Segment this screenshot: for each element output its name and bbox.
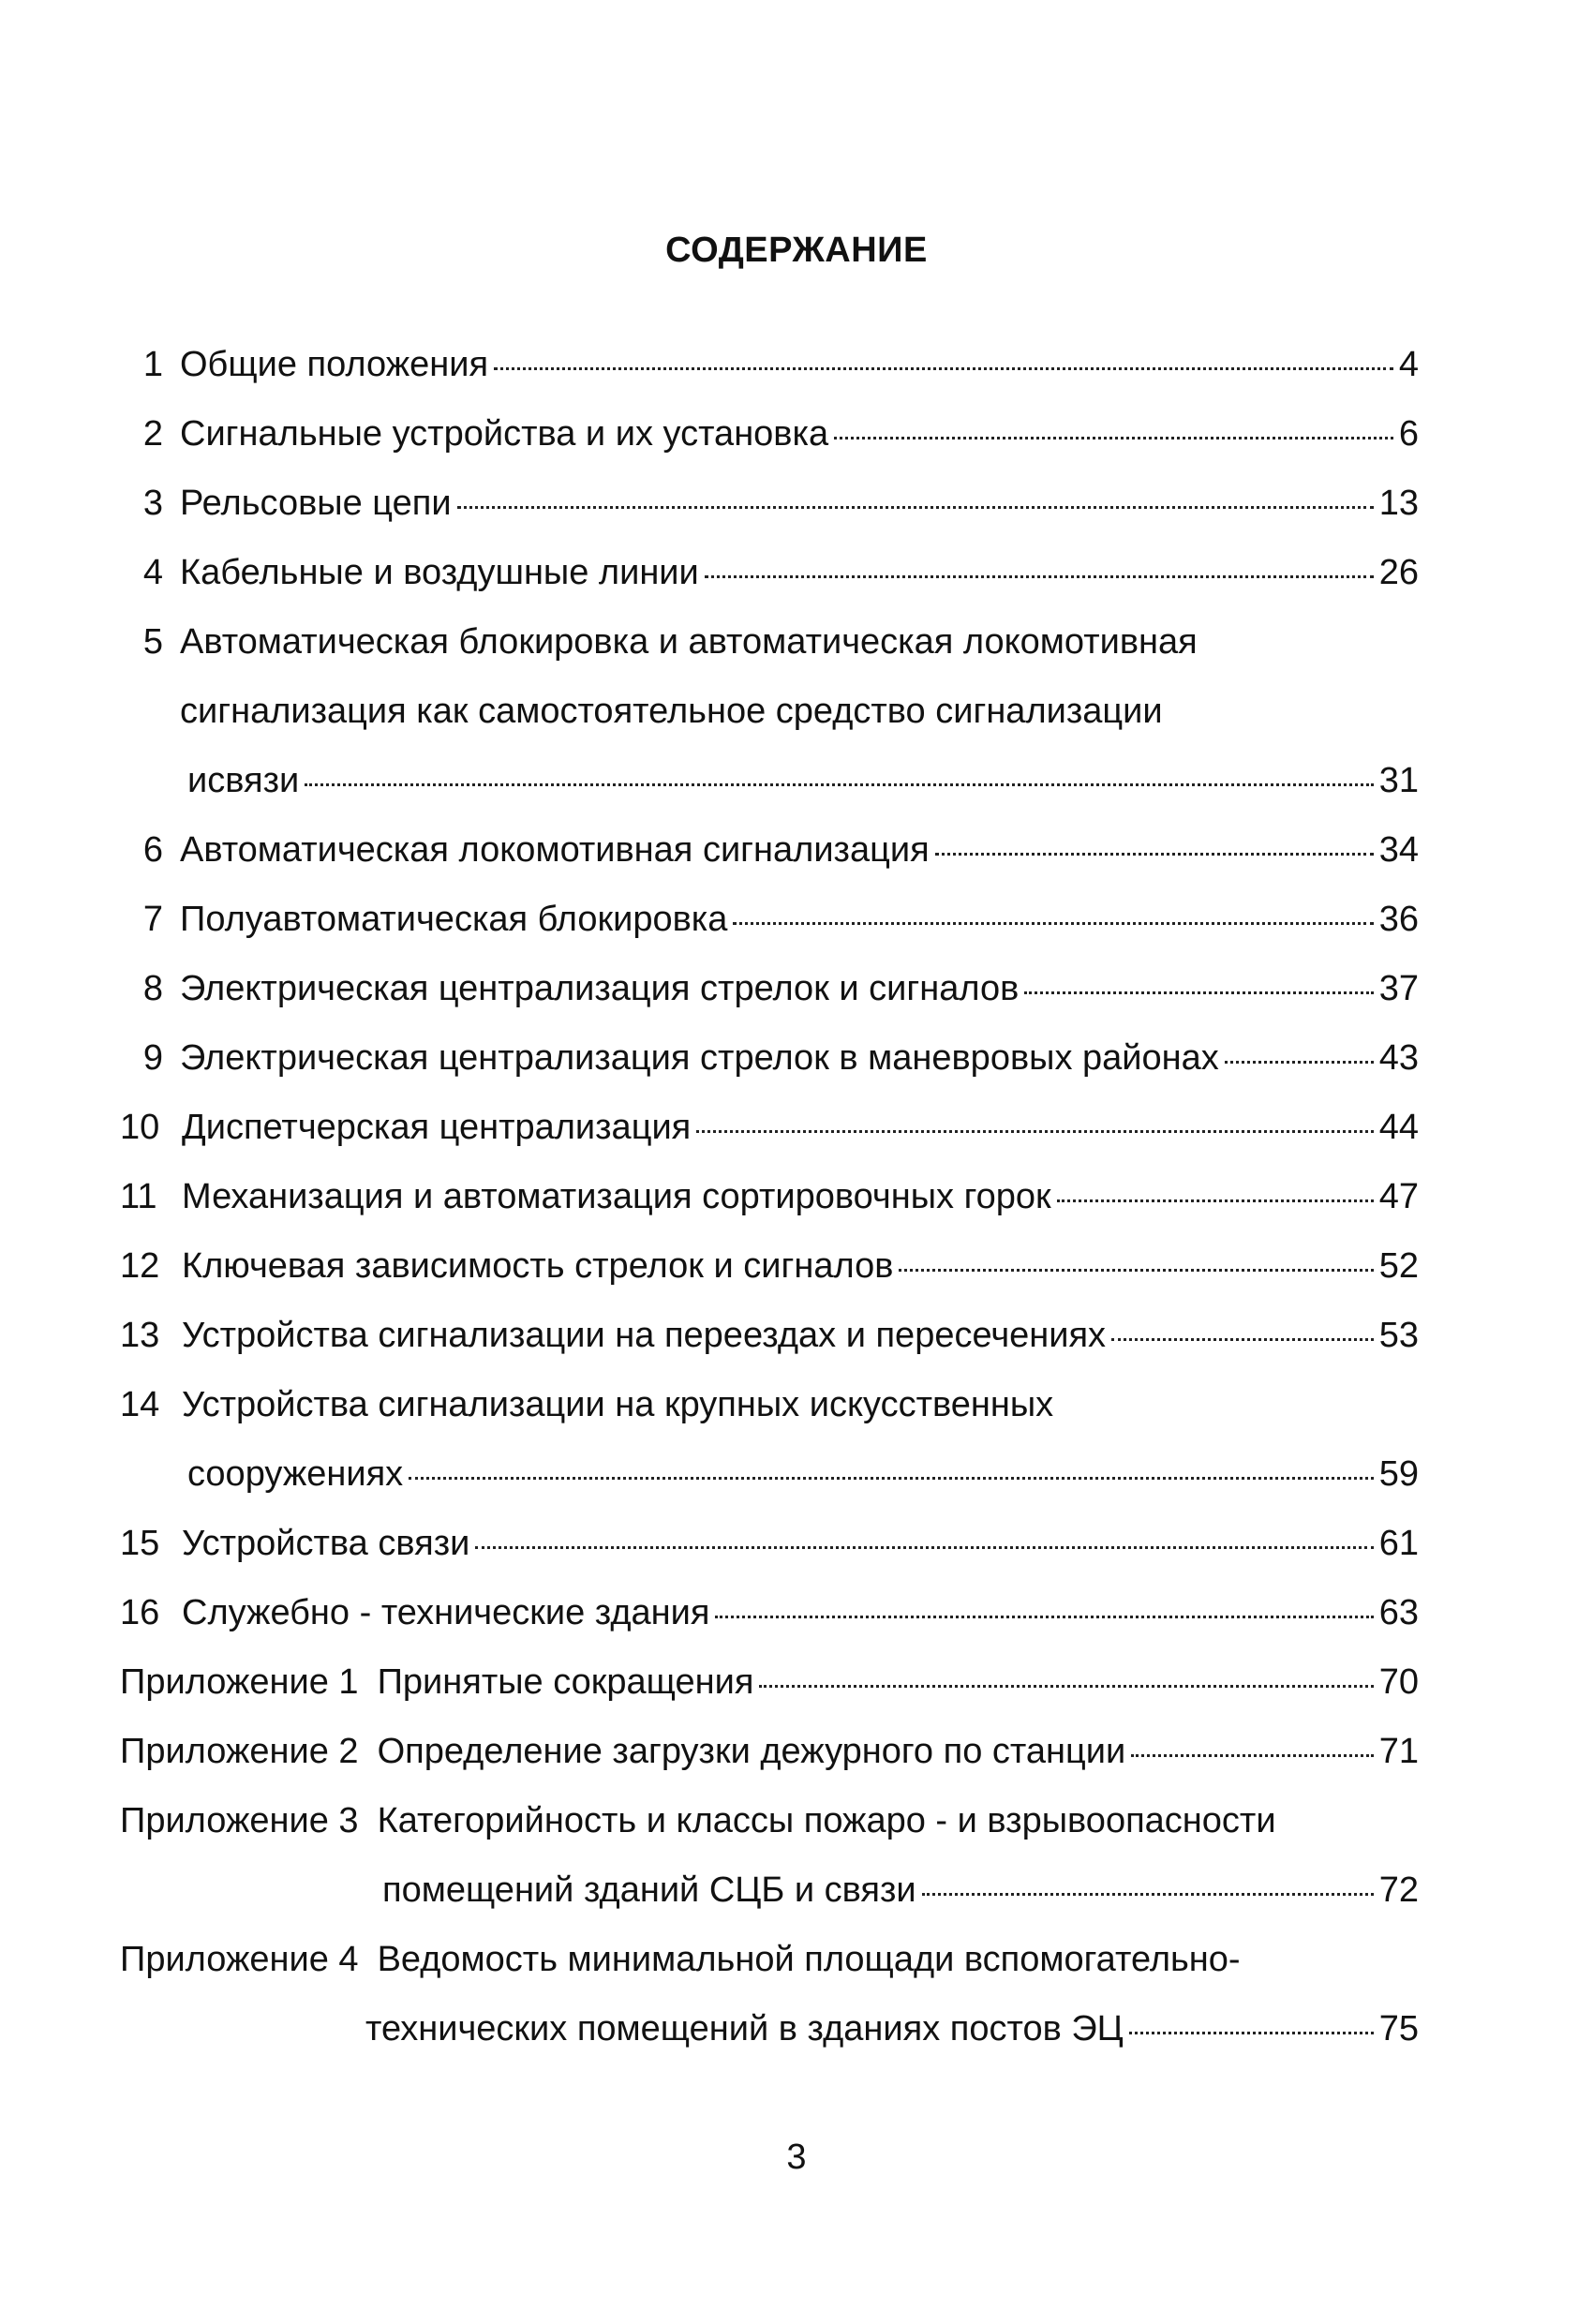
toc-entry-title: Полуавтоматическая блокировка [180,900,728,939]
toc-entry-title: Устройства связи [182,1524,470,1563]
toc-entry-page: 61 [1378,1524,1419,1563]
appendix-entry[interactable] [120,1664,1419,1700]
dot-leader [1024,991,1373,994]
toc-entry-continuation [187,763,1419,798]
toc-entry-page: 43 [1378,1038,1419,1078]
toc-entry-number: 16 [120,1593,160,1632]
toc-entry-number: 5 [142,622,163,662]
toc-entry[interactable] [120,1318,1419,1353]
dot-leader [899,1269,1373,1272]
toc-entry[interactable] [131,901,1419,937]
toc-entry[interactable] [131,832,1419,868]
appendix-title-line2: технических помещений в зданиях постов ЭЦ [365,2009,1124,2048]
toc-entry-number: 14 [120,1385,160,1424]
appendix-continuation [382,1872,1419,1908]
appendix-page: 70 [1378,1662,1419,1702]
toc-entry-page: 4 [1398,345,1419,384]
toc-entry-number: 10 [120,1108,160,1147]
page-number: 3 [786,2138,807,2177]
appendix-entry[interactable] [120,1942,1419,1977]
toc-entry-title-line2: сооружениях [187,1454,404,1494]
toc-entry-number: 12 [120,1246,160,1286]
toc-entry-page: 63 [1378,1593,1419,1632]
toc-entry[interactable] [120,1248,1419,1284]
toc-entry-page: 47 [1378,1177,1419,1216]
dot-leader [922,1893,1374,1896]
toc-entry[interactable] [131,1040,1419,1076]
toc-entry[interactable] [131,624,1419,660]
toc-entry-page: 37 [1378,969,1419,1008]
appendix-continuation [365,2011,1419,2047]
appendix-entry[interactable] [120,1803,1419,1839]
appendix-page: 72 [1378,1870,1419,1910]
toc-entry-number: 8 [142,969,163,1008]
toc-entry-page: 34 [1378,830,1419,870]
toc-entry-title-line2: сигнализация как самостоятельное средство сигнализации [180,692,1163,731]
toc-entry-page: 59 [1378,1454,1419,1494]
toc-entry-title: Кабельные и воздушные линии [180,553,699,592]
toc-entry-continuation [187,1456,1419,1492]
dot-leader [1111,1338,1374,1341]
toc-entry-number: 6 [142,830,163,870]
toc-entry[interactable] [131,555,1419,590]
dot-leader [1129,2032,1374,2034]
toc-entry[interactable] [120,1387,1419,1423]
toc-entry[interactable] [120,1179,1419,1214]
appendix-title: Принятые сокращения [377,1662,754,1702]
toc-entry-title: Ключевая зависимость стрелок и сигналов [182,1246,894,1286]
toc-entry-number: 1 [142,345,163,384]
toc-entry-number: 4 [142,553,163,592]
toc-entry[interactable] [131,971,1419,1006]
dot-leader [409,1477,1374,1480]
toc-entry[interactable] [120,1526,1419,1561]
toc-entry-number: 11 [120,1177,157,1216]
toc-entry-title: Электрическая централизация стрелок и сигналов [180,969,1020,1008]
appendix-title: Категорийность и классы пожаро - и взрывоопасности [377,1801,1276,1840]
toc-entry-page: 31 [1378,761,1419,800]
toc-entry-page: 53 [1378,1316,1419,1355]
appendix-label: Приложение 4 [120,1940,359,1979]
toc-entry-page: 13 [1378,484,1419,523]
dot-leader [696,1130,1373,1133]
dot-leader [733,922,1373,925]
toc-entry-title: Устройства сигнализации на крупных искусственных [182,1385,1054,1424]
toc-entry-number: 7 [142,900,163,939]
dot-leader [1057,1199,1374,1202]
toc-entry-title: Сигнальные устройства и их установка [180,414,829,454]
toc-entry-title: Устройства сигнализации на переездах и пересечениях [182,1316,1107,1355]
dot-leader [457,506,1374,509]
toc-entry-title: Электрическая централизация стрелок в маневровых районах [180,1038,1219,1078]
appendix-label: Приложение 3 [120,1801,359,1840]
toc-entry-title: Механизация и автоматизация сортировочных горок [182,1177,1051,1216]
toc-entry-title: Служебно - технические здания [182,1593,710,1632]
toc-entry-number: 15 [120,1524,160,1563]
appendix-label: Приложение 2 [120,1732,359,1771]
toc-entry-number: 2 [142,414,163,454]
toc-entry[interactable] [131,347,1419,382]
appendix-label: Приложение 1 [120,1662,359,1702]
toc-entry-page: 26 [1378,553,1419,592]
toc-entry-page: 36 [1378,900,1419,939]
dot-leader [1131,1754,1374,1757]
dot-leader [475,1546,1373,1549]
toc-entry-continuation [180,693,1419,729]
appendix-title-line2: помещений зданий СЦБ и связи [382,1870,916,1910]
appendix-entry[interactable] [120,1734,1419,1769]
appendix-page: 75 [1378,2009,1419,2048]
toc-entry-title: Автоматическая локомотивная сигнализация [180,830,930,870]
appendix-page: 71 [1378,1732,1419,1771]
dot-leader [834,437,1393,439]
dot-leader [715,1616,1373,1618]
toc-entry[interactable] [120,1595,1419,1631]
toc-entry-page: 6 [1398,414,1419,454]
toc-entry[interactable] [131,416,1419,452]
toc-entry-title: Диспетчерская централизация [182,1108,692,1147]
toc-entry[interactable] [131,485,1419,521]
toc-entry[interactable] [120,1110,1419,1145]
toc-entry-title-line3: исвязи [187,761,300,800]
dot-leader [935,853,1374,856]
toc-entry-page: 52 [1378,1246,1419,1286]
toc-entry-number: 9 [142,1038,163,1078]
dot-leader [759,1685,1373,1688]
toc-entry-title: Общие положения [180,345,489,384]
toc-entry-number: 3 [142,484,163,523]
toc-entry-number: 13 [120,1316,160,1355]
toc-title: СОДЕРЖАНИЕ [665,231,928,270]
appendix-title: Ведомость минимальной площади вспомогательно- [377,1940,1241,1979]
toc-entry-title: Рельсовые цепи [180,484,452,523]
dot-leader [1225,1061,1374,1064]
dot-leader [305,783,1374,786]
dot-leader [494,367,1393,370]
dot-leader [705,575,1374,578]
toc-entry-title: Автоматическая блокировка и автоматическая локомотивная [180,622,1198,662]
appendix-title: Определение загрузки дежурного по станции [377,1732,1126,1771]
toc-entry-page: 44 [1378,1108,1419,1147]
